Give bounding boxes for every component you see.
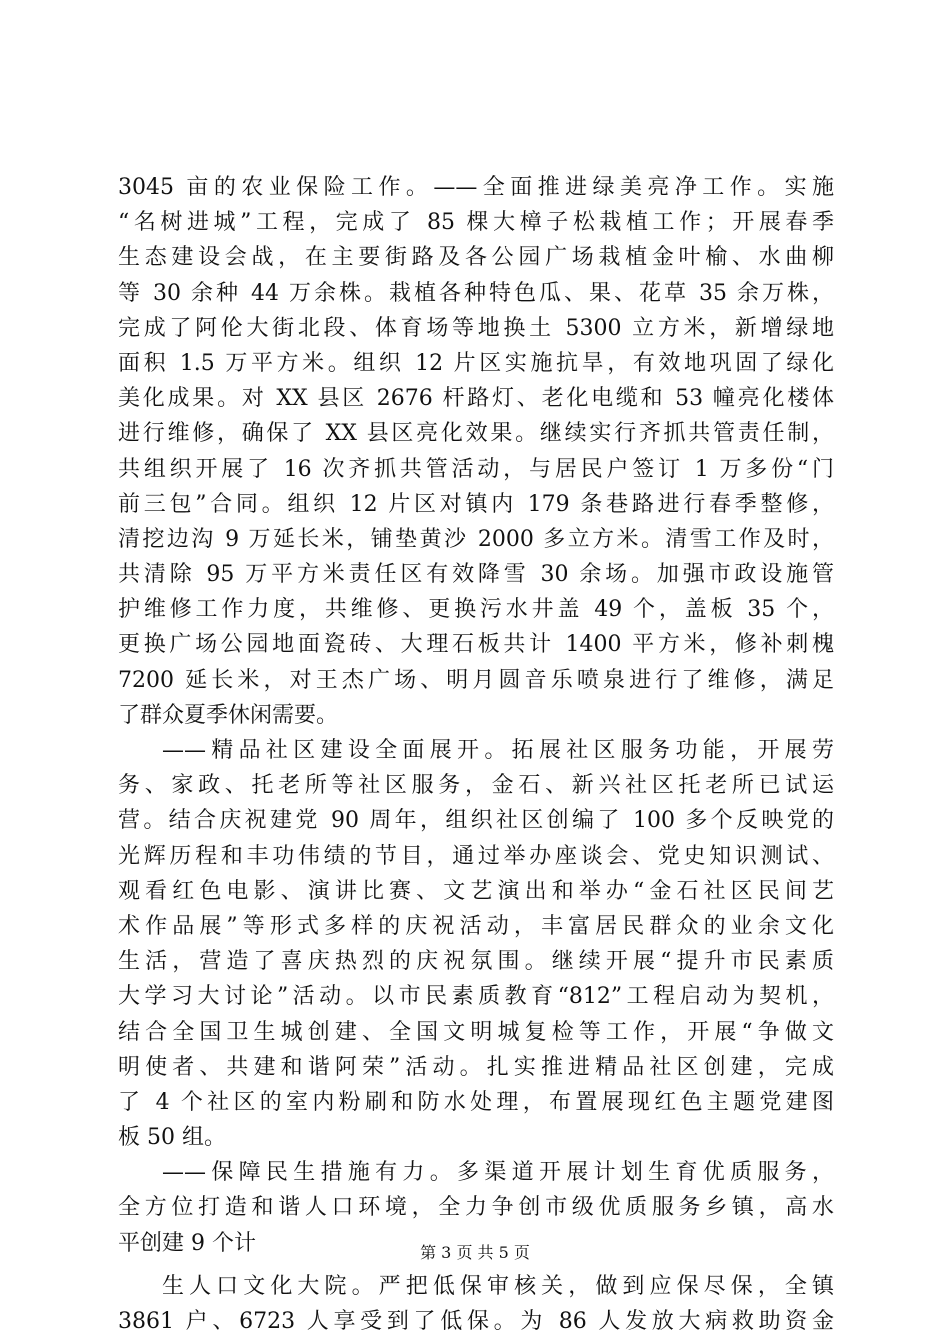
text-line: 更换广场公园地面瓷砖、大理石板共计 1400 平方米，修补刺槐 bbox=[118, 632, 834, 658]
text-line: 营。结合庆祝建党 90 周年，组织社区创编了 100 多个反映党的 bbox=[118, 808, 834, 834]
text-line: 观看红色电影、演讲比赛、文艺演出和举办“金石社区民间艺 bbox=[118, 878, 834, 904]
text-line: 光辉历程和丰功伟绩的节目，通过举办座谈会、党史知识测试、 bbox=[118, 843, 834, 869]
text-line: 共组织开展了 16 次齐抓共管活动，与居民户签订 1 万多份“门 bbox=[118, 456, 834, 482]
text-line: 平创建 9 个计 bbox=[118, 1230, 256, 1256]
text-line: 3861 户、6723 人享受到了低保。为 86 人发放大病救助资金 bbox=[118, 1309, 834, 1334]
text-line: 板 50 组。 bbox=[118, 1125, 226, 1151]
text-line: 3045 亩的农业保险工作。——全面推进绿美亮净工作。实施 bbox=[118, 175, 834, 200]
text-line: 了 4 个社区的室内粉刷和防水处理，布置展现红色主题党建图 bbox=[118, 1089, 834, 1115]
text-line: 生活，营造了喜庆热烈的庆祝氛围。继续开展“提升市民素质 bbox=[118, 949, 834, 975]
text-line: 美化成果。对 XX 县区 2676 杆路灯、老化电缆和 53 幢亮化楼体 bbox=[118, 386, 834, 412]
paragraph-start-line: 生人口文化大院。严把低保审核关，做到应保尽保，全镇 bbox=[162, 1273, 834, 1299]
text-line: 结合全国卫生城创建、全国文明城复检等工作，开展“争做文 bbox=[118, 1019, 834, 1045]
text-line: 清挖边沟 9 万延长米，铺垫黄沙 2000 多立方米。清雪工作及时， bbox=[118, 526, 834, 552]
body-text bbox=[118, 170, 834, 1339]
text-line: 面积 1.5 万平方米。组织 12 片区实施抗旱，有效地巩固了绿化 bbox=[118, 350, 834, 376]
paragraph-start-line: ——保障民生措施有力。多渠道开展计划生育优质服务， bbox=[162, 1160, 834, 1186]
text-line: 前三包”合同。组织 12 片区对镇内 179 条巷路进行春季整修， bbox=[118, 491, 834, 517]
paragraph-start-line: ——精品社区建设全面展开。拓展社区服务功能，开展劳 bbox=[162, 738, 834, 763]
text-line: 术作品展”等形式多样的庆祝活动，丰富居民群众的业余文化 bbox=[118, 913, 834, 939]
text-line: 大学习大讨论”活动。以市民素质教育“812”工程启动为契机， bbox=[118, 984, 834, 1010]
text-line: 了群众夏季休闲需要。 bbox=[118, 702, 339, 728]
page-number-footer: 第 3 页 共 5 页 bbox=[420, 1243, 530, 1262]
text-line: 明使者、共建和谐阿荣”活动。扎实推进精品社区创建，完成 bbox=[118, 1054, 834, 1080]
text-line: 全方位打造和谐人口环境，全力争创市级优质服务乡镇，高水 bbox=[118, 1195, 834, 1221]
text-line: 完成了阿伦大街北段、体育场等地换土 5300 立方米，新增绿地 bbox=[118, 315, 834, 341]
text-line: 共清除 95 万平方米责任区有效降雪 30 余场。加强市政设施管 bbox=[118, 562, 834, 588]
text-line: 进行维修，确保了 XX 县区亮化效果。继续实行齐抓共管责任制， bbox=[118, 421, 834, 447]
text-line: 等 30 余种 44 万余株。栽植各种特色瓜、果、花草 35 余万株， bbox=[118, 280, 834, 306]
text-line: “名树进城”工程，完成了 85 棵大樟子松栽植工作；开展春季 bbox=[118, 210, 834, 236]
text-line: 生态建设会战，在主要街路及各公园广场栽植金叶榆、水曲柳 bbox=[118, 245, 834, 271]
text-line: 7200 延长米，对王杰广场、明月圆音乐喷泉进行了维修，满足 bbox=[118, 667, 834, 693]
text-line: 护维修工作力度，共维修、更换污水井盖 49 个，盖板 35 个， bbox=[118, 597, 834, 623]
text-line: 务、家政、托老所等社区服务，金石、新兴社区托老所已试运 bbox=[118, 773, 834, 799]
